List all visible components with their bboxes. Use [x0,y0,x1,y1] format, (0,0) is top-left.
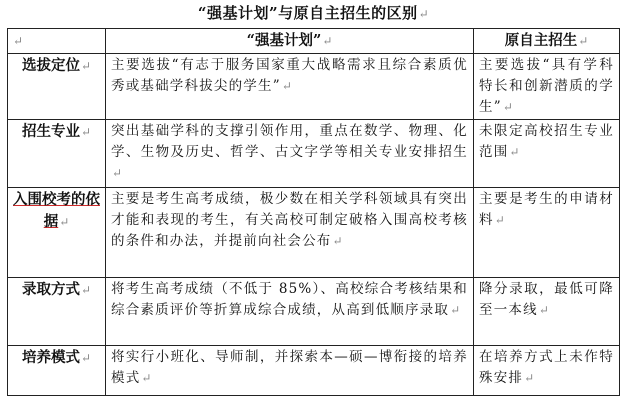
column-header-qiangji: “强基计划”↵ [106,29,474,54]
zizhu-cell: 主要是考生的申请材料↵ [474,188,620,278]
qiangji-cell: 主要选拔“有志于服务国家重大战略需求且综合素质优秀或基础学科拔尖的学生”↵ [106,54,474,120]
table-row [8,278,620,346]
zizhu-cell: 未限定高校招生专业范围↵ [474,120,620,188]
paragraph-mark-icon: ↵ [418,7,430,21]
comparison-table [7,28,620,396]
qiangji-cell: 主要是考生高考成绩，极少数在相关学科领域具有突出才能和表现的考生，有关高校可制定破格入围高校考核的条件和办法，并提前向社会公布↵ [106,188,474,278]
row-label: 培养模式↵ [8,346,106,396]
zizhu-cell: 主要选拔“具有学科特长和创新潜质的学生”↵ [474,54,620,120]
paragraph-mark-icon: ↵ [80,59,92,73]
row-label: 录取方式↵ [8,278,106,346]
title-text: “强基计划”与原自主招生的区别 [197,4,418,22]
table-row [8,120,620,188]
column-header-zizhu: 原自主招生↵ [474,29,620,54]
paragraph-mark-icon: ↵ [322,34,333,48]
paragraph-mark-icon: ↵ [281,79,294,93]
paragraph-mark-icon: ↵ [112,166,124,180]
paragraph-mark-icon: ↵ [141,371,153,385]
paragraph-mark-icon: ↵ [524,371,536,385]
qiangji-cell: 将考生高考成绩（不低于 85%）、高校综合考核结果和综合素质评价等折算成综合成绩，从高到低顺序录取↵ [106,278,474,346]
paragraph-mark-icon: ↵ [509,145,521,159]
row-label: 入围校考的依据↵ [8,188,106,278]
table-row [8,188,620,278]
table-row [8,346,620,396]
paragraph-mark-icon: ↵ [332,234,344,248]
row-label: 选拔定位↵ [8,54,106,120]
paragraph-mark-icon: ↵ [59,215,70,229]
paragraph-mark-icon: ↵ [80,125,92,139]
row-label: 招生专业↵ [8,120,106,188]
paragraph-mark-icon: ↵ [80,351,92,365]
paragraph-mark-icon: ↵ [13,34,24,48]
paragraph-mark-icon: ↵ [450,303,462,317]
qiangji-cell: 突出基础学科的支撑引领作用，重点在数学、物理、化学、生物及历史、哲学、古文字学等相关专业安排招生↵ [106,120,474,188]
page-title [0,2,627,24]
zizhu-cell: 降分录取，最低可降至一本线↵ [474,278,620,346]
paragraph-mark-icon: ↵ [80,283,92,297]
zizhu-cell: 在培养方式上未作特殊安排↵ [474,346,620,396]
corner-cell [8,29,106,54]
qiangji-cell: 将实行小班化、导师制，并探索本—硕—博衔接的培养模式↵ [106,346,474,396]
paragraph-mark-icon: ↵ [538,303,551,317]
paragraph-mark-icon: ↵ [578,34,589,48]
paragraph-mark-icon: ↵ [502,100,515,114]
table-header-row [8,29,620,54]
table-row [8,54,620,120]
paragraph-mark-icon: ↵ [494,213,506,227]
